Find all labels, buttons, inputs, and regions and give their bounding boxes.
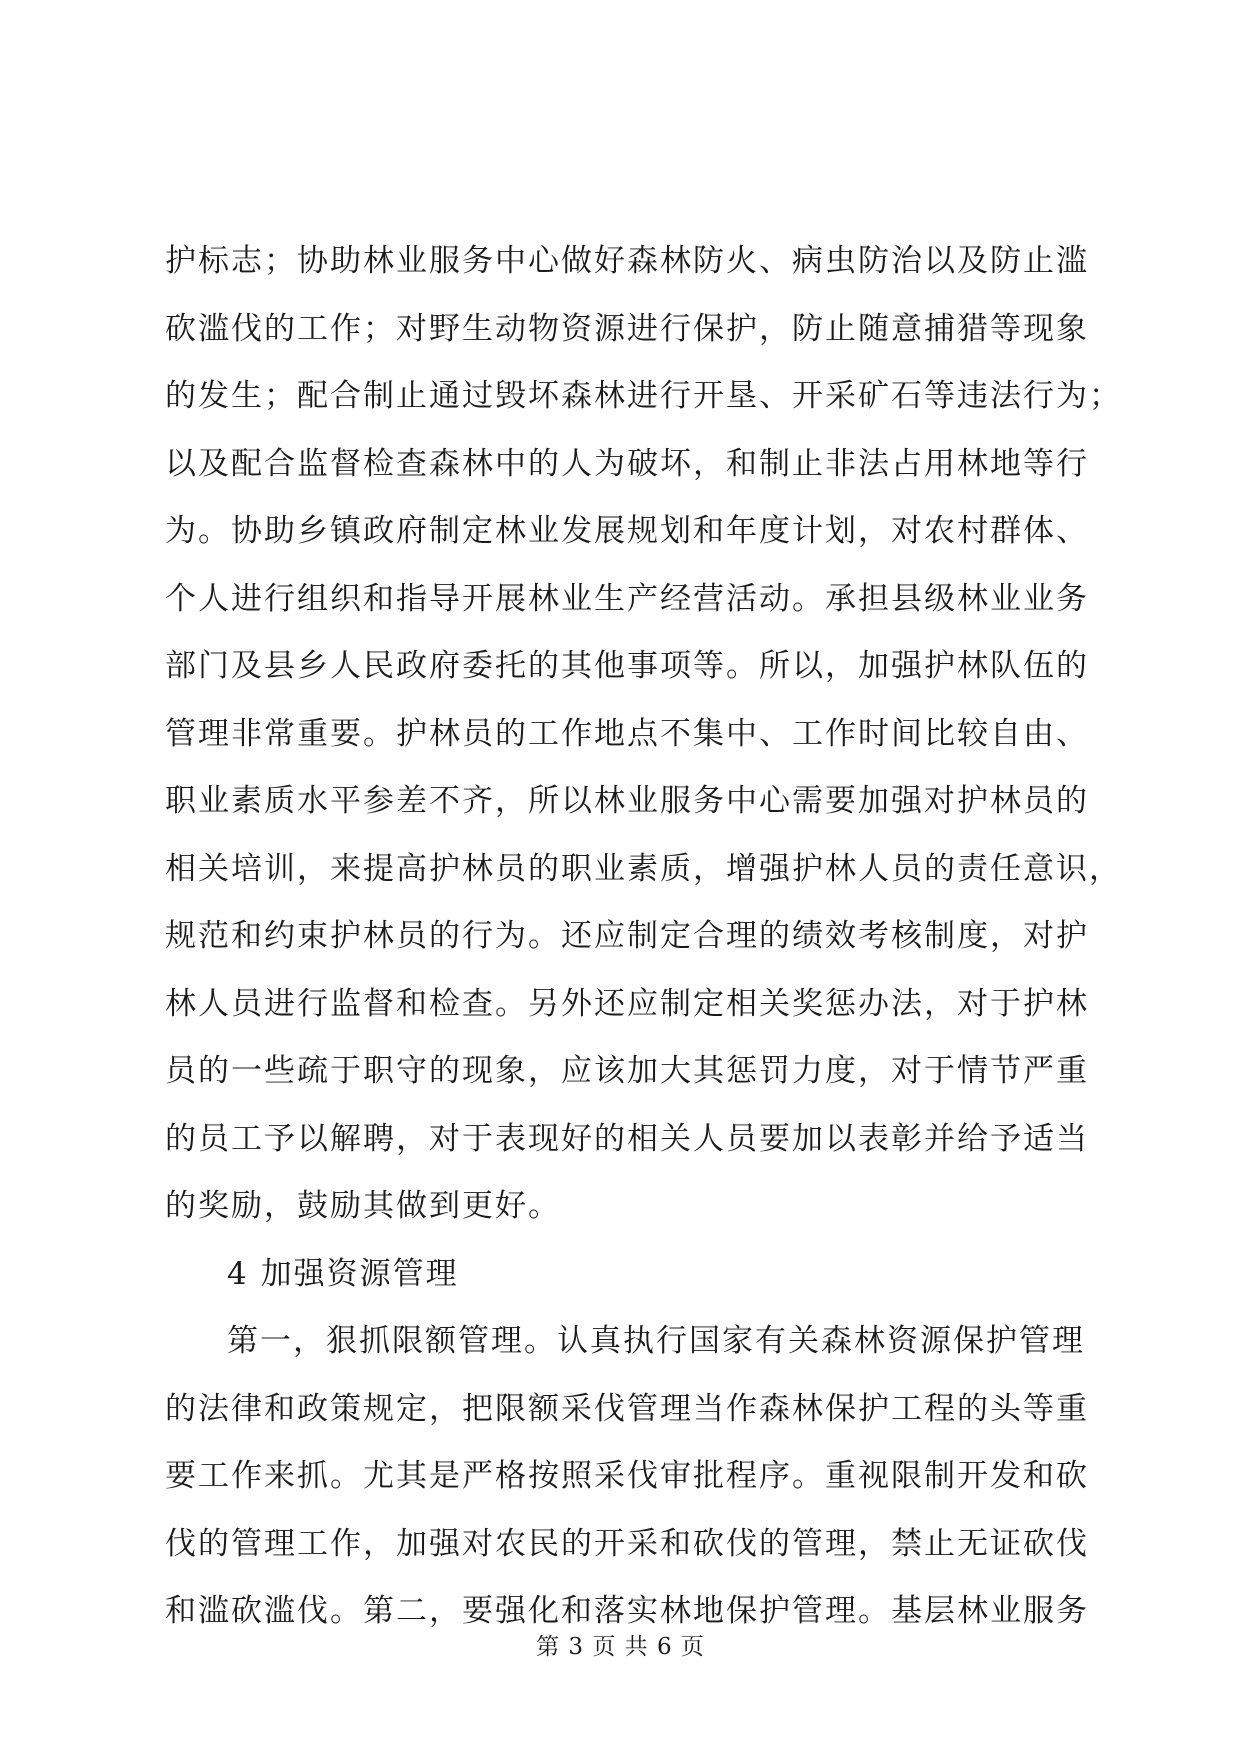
page-number-footer: 第 3 页 共 6 页: [536, 1634, 705, 1660]
paragraph-line: 相关培训，来提高护林员的职业素质，增强护林人员的责任意识，: [165, 850, 1122, 887]
paragraph-line: 林人员进行监督和检查。另外还应制定相关奖惩办法，对于护林: [165, 985, 1089, 1022]
paragraph-line: 的员工予以解聘，对于表现好的相关人员要加以表彰并给予适当: [165, 1120, 1089, 1157]
paragraph-line: 砍滥伐的工作；对野生动物资源进行保护，防止随意捕猎等现象: [165, 310, 1089, 347]
paragraph-line: 的发生；配合制止通过毁坏森林进行开垦、开采矿石等违法行为；: [165, 378, 1122, 414]
paragraph-line: 为。协助乡镇政府制定林业发展规划和年度计划，对农村群体、: [165, 513, 1089, 549]
paragraph-line: 部门及县乡人民政府委托的其他事项等。所以，加强护林队伍的: [165, 648, 1089, 684]
paragraph-line: 的奖励，鼓励其做到更好。: [165, 1188, 561, 1224]
paragraph-line: 要工作来抓。尤其是严格按照采伐审批程序。重视限制开发和砍: [165, 1458, 1089, 1494]
paragraph-line: 的法律和政策规定，把限额采伐管理当作森林保护工程的头等重: [165, 1390, 1089, 1427]
paragraph-line: 规范和约束护林员的行为。还应制定合理的绩效考核制度，对护: [165, 918, 1089, 954]
paragraph-line: 第一，狠抓限额管理。认真执行国家有关森林资源保护管理: [227, 1323, 1085, 1359]
section-heading: 4 加强资源管理: [227, 1255, 459, 1292]
document-body: [165, 228, 1122, 1646]
paragraph-line: 护标志；协助林业服务中心做好森林防火、病虫防治以及防止滥: [165, 243, 1089, 279]
paragraph-line: 以及配合监督检查森林中的人为破坏，和制止非法占用林地等行: [165, 445, 1089, 482]
paragraph-line: 员的一些疏于职守的现象，应该加大其惩罚力度，对于情节严重: [165, 1053, 1089, 1089]
paragraph-line: 个人进行组织和指导开展林业生产经营活动。承担县级林业业务: [165, 580, 1089, 617]
paragraph-line: 和滥砍滥伐。第二，要强化和落实林地保护管理。基层林业服务: [165, 1593, 1089, 1629]
paragraph-line: 管理非常重要。护林员的工作地点不集中、工作时间比较自由、: [165, 715, 1089, 752]
paragraph-line: 职业素质水平参差不齐，所以林业服务中心需要加强对护林员的: [165, 783, 1089, 819]
paragraph-line: 伐的管理工作，加强对农民的开采和砍伐的管理，禁止无证砍伐: [165, 1525, 1089, 1562]
